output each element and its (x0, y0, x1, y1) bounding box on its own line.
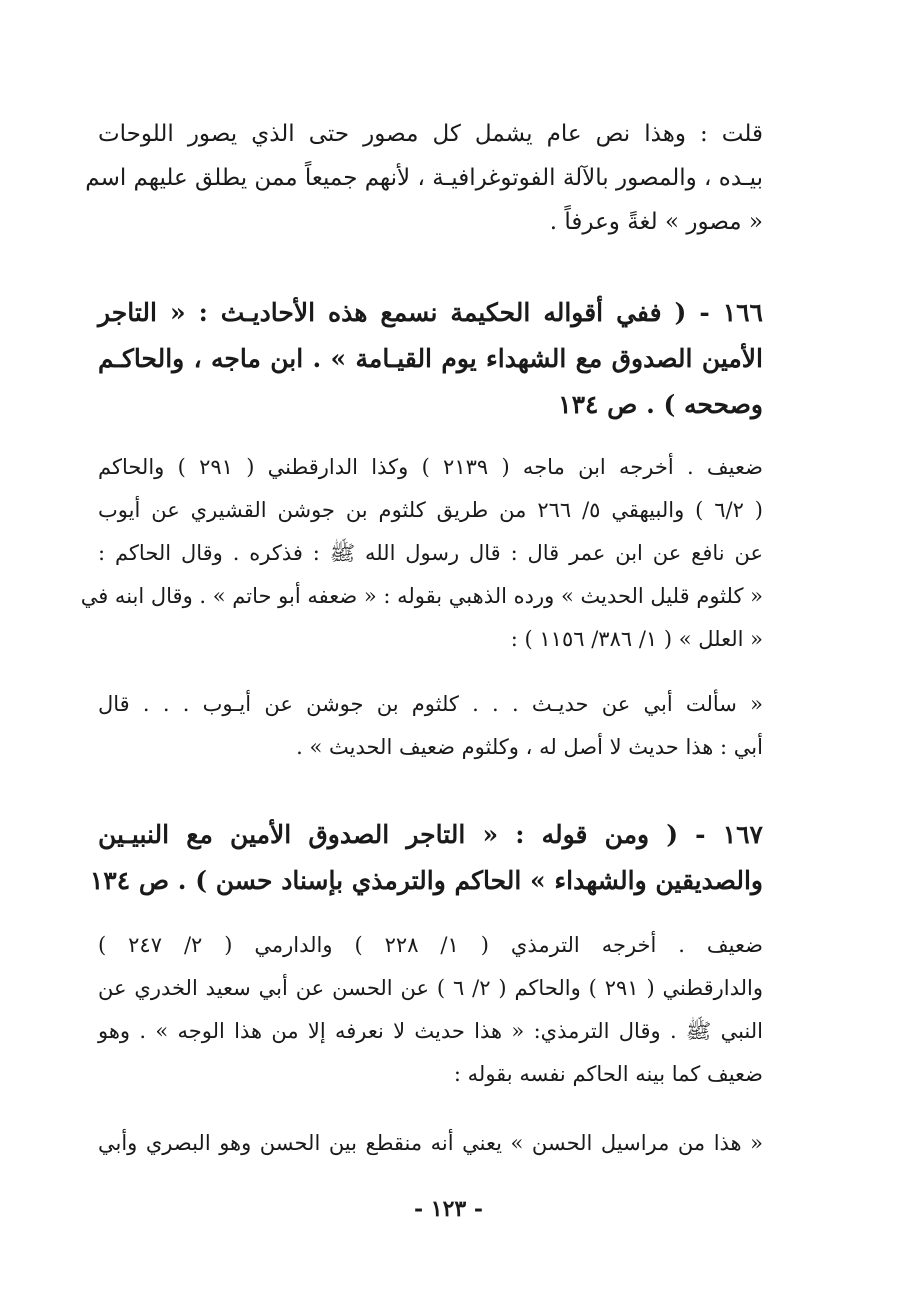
text-line: « كلثوم قليل الحديث » ورده الذهبي بقوله : « ضعفه أبو حاتم » . وقال ابنه في (80, 584, 763, 608)
hadith-166 (98, 290, 763, 428)
text-line: ١٦٧ - ( ومن قوله : « التاجر الصدوق الأمين مع النبيـين (98, 820, 763, 849)
takhrij-166 (80, 446, 763, 661)
text-line: ١٦٦ - ( ففي أقواله الحكيمة نسمع هذه الأحاديـث : « التاجر (98, 298, 763, 327)
text-line: ضعيف . أخرجه ابن ماجه ( ٢١٣٩ ) وكذا الدارقطني ( ٢٩١ ) والحاكم (98, 455, 763, 479)
text-line: « العلل » ( ١/ ٣٨٦/ ١١٥٦ ) : (510, 627, 763, 651)
text-line: النبي ﷺ . وقال الترمذي: « هذا حديث لا نعرفه إلا من هذا الوجه » . وهو (98, 1019, 763, 1043)
text-line: أبي : هذا حديث لا أصل له ، وكلثوم ضعيف الحديث » . (296, 735, 763, 759)
text-line: ضعيف . أخرجه الترمذي ( ١/ ٢٢٨ ) والدارمي ( ٢/ ٢٤٧ ) (98, 933, 763, 957)
text-line: ( ٦/٢ ) والبيهقي ٥/ ٢٦٦ من طريق كلثوم بن جوشن القشيري عن أيوب (98, 498, 763, 522)
text-line: قلت : وهذا نص عام يشمل كل مصور حتى الذي يصور اللوحات (98, 121, 763, 147)
text-line: والدارقطني ( ٢٩١ ) والحاكم ( ٢/ ٦ ) عن الحسن عن أبي سعيد الخدري عن (98, 976, 763, 1000)
intro-paragraph (85, 112, 763, 244)
text-line: « سألت أبي عن حديـث . . . كلثوم بن جوشن عن أيـوب . . . قال (98, 692, 763, 716)
page-number: - ١٢٣ - (413, 1196, 484, 1222)
text-line: والصديقين والشهداء » الحاكم والترمذي بإسناد حسن ) . ص ١٣٤ (89, 866, 763, 895)
text-line: ضعيف كما بينه الحاكم نفسه بقوله : (453, 1062, 763, 1086)
text-line: بيـده ، والمصور بالآلة الفوتوغرافيـة ، لأنهم جميعاً ممن يطلق عليهم اسم (85, 165, 763, 191)
text-line: وصححه ) . ص ١٣٤ (558, 390, 763, 419)
takhrij-167 (98, 924, 763, 1096)
text-line: « هذا من مراسيل الحسن » يعني أنه منقطع بين الحسن وهو البصري وأبي (98, 1131, 763, 1155)
text-line: « مصور » لغةً وعرفاً . (549, 209, 763, 235)
hadith-167 (89, 812, 763, 904)
quote-167 (98, 1122, 763, 1165)
text-line: الأمين الصدوق مع الشهداء يوم القيـامة » . ابن ماجه ، والحاكـم (98, 344, 763, 373)
quote-166 (98, 683, 763, 769)
text-line: عن نافع عن ابن عمر قال : قال رسول الله ﷺ : فذكره . وقال الحاكم : (98, 541, 763, 565)
